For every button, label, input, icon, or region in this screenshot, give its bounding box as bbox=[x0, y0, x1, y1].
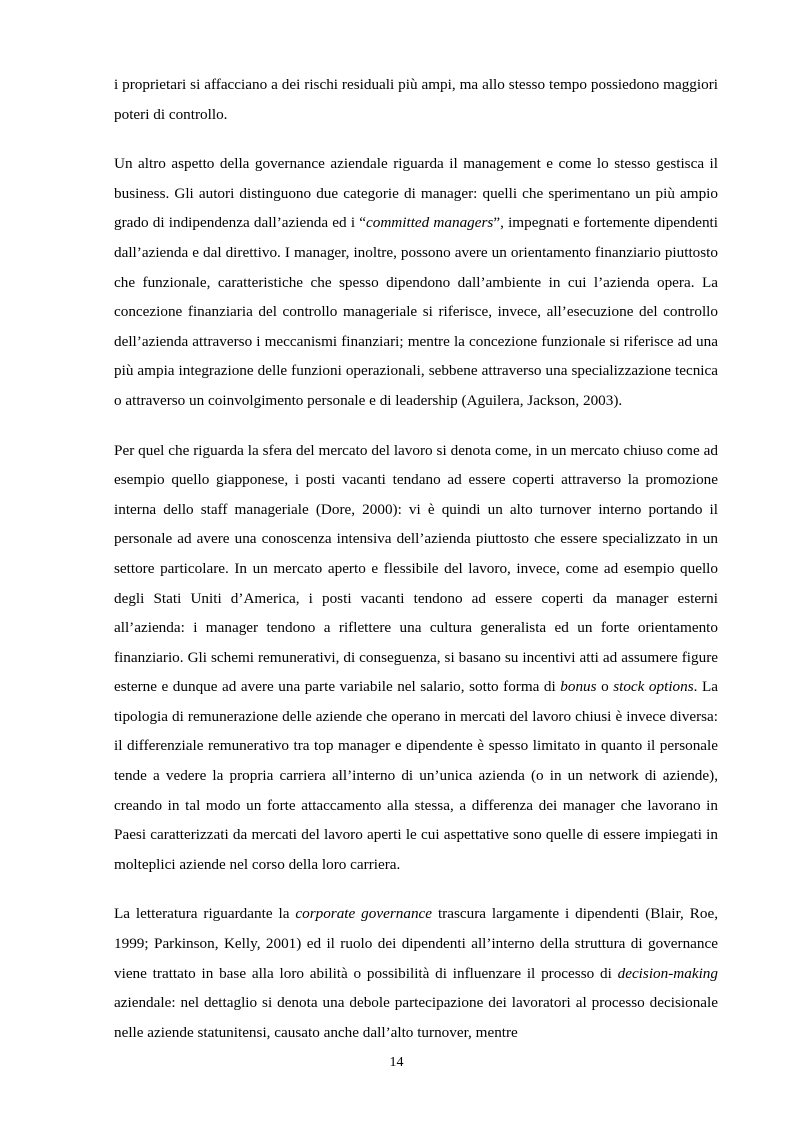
italic-term: committed managers bbox=[365, 214, 494, 232]
italic-term: decision-making bbox=[617, 964, 718, 982]
text-run: La letteratura riguardante la bbox=[114, 905, 296, 923]
italic-term: bonus bbox=[560, 678, 597, 696]
paragraph-3 bbox=[114, 436, 718, 880]
text-run: Per quel che riguarda la sfera del mercato del lavoro si denota come, in un mercato chiuso come ad esempio quello giapponese, i posti vacanti tendano ad essere coperti attraverso la promozione interna dello staff manageriale (Dore, 2000): vi è quindi un alto turnover interno portando il personale ad avere una conoscenza intensiva dell’azienda piuttosto che essere specializzato in un settore particolare. In un mercato aperto e flessibile del lavoro, invece, come ad esempio quello degli Stati Uniti d’America, i posti vacanti tendono ad essere coperti da manager esterni all’azienda: i manager tendono a riflettere una cultura generalista ed un forte orientamento finanziario. Gli schemi remunerativi, di conseguenza, si basano su incentivi atti ad assumere figure esterne e dunque ad avere una parte variabile nel salario, sotto forma di bbox=[114, 441, 718, 696]
text-run: aziendale: nel dettaglio si denota una debole partecipazione dei lavoratori al processo decisionale nelle aziende statunitensi, causato anche dall’alto turnover, mentre bbox=[114, 994, 718, 1041]
text-run: i proprietari si affacciano a dei rischi residuali più ampi, ma allo stesso tempo possiedono maggiori poteri di controllo. bbox=[114, 76, 718, 123]
paragraph-2 bbox=[114, 149, 718, 415]
italic-term: stock options bbox=[613, 678, 694, 696]
page-number: 14 bbox=[389, 1055, 404, 1070]
page-body bbox=[114, 70, 718, 1067]
text-run: trascura largamente i dipendenti (Blair, Roe, 1999; Parkinson, Kelly, 2001) ed il ruolo dei dipendenti all’interno della struttura di governance viene trattato in base alla loro abilità o possibilità di influenzare il processo di bbox=[114, 905, 718, 982]
italic-term: corporate governance bbox=[295, 905, 433, 923]
text-run: Un altro aspetto della governance aziendale riguarda il management e come lo stesso gestisca il business. Gli autori distinguono due categorie di manager: quelli che sperimentano un più ampio grado di indipendenza dall’azienda ed i “ bbox=[114, 155, 718, 232]
text-run: ”, impegnati e fortemente dipendenti dall’azienda e dal direttivo. I manager, inoltre, possono avere un orientamento finanziario piuttosto che funzionale, caratteristiche che spesso dipendono dall’ambiente in cui l’azienda opera. La concezione finanziaria del controllo manageriale si riferisce, invece, all’esecuzione del controllo dell’azienda attraverso i meccanismi finanziari; mentre la concezione funzionale si riferisce ad una più ampia integrazione delle funzioni operazionali, sebbene attraverso una specializzazione tecnica o attraverso un coinvolgimento personale e di leadership (Aguilera, Jackson, 2003). bbox=[114, 214, 718, 409]
paragraph-4 bbox=[114, 899, 718, 1047]
text-run: . La tipologia di remunerazione delle aziende che operano in mercati del lavoro chiusi è invece diversa: il differenziale remunerativo tra top manager e dipendente è spesso limitato in quanto il personale tende a vedere la propria carriera all’interno di un’unica azienda (o in un network di aziende), creando in tal modo un forte attaccamento alla stessa, a differenza dei manager che lavorano in Paesi caratterizzati da mercati del lavoro aperti le cui aspettative sono quelle di essere impiegati in molteplici aziende nel corso della loro carriera. bbox=[114, 678, 718, 873]
text-run: o bbox=[596, 678, 614, 696]
paragraph-1 bbox=[114, 70, 718, 129]
